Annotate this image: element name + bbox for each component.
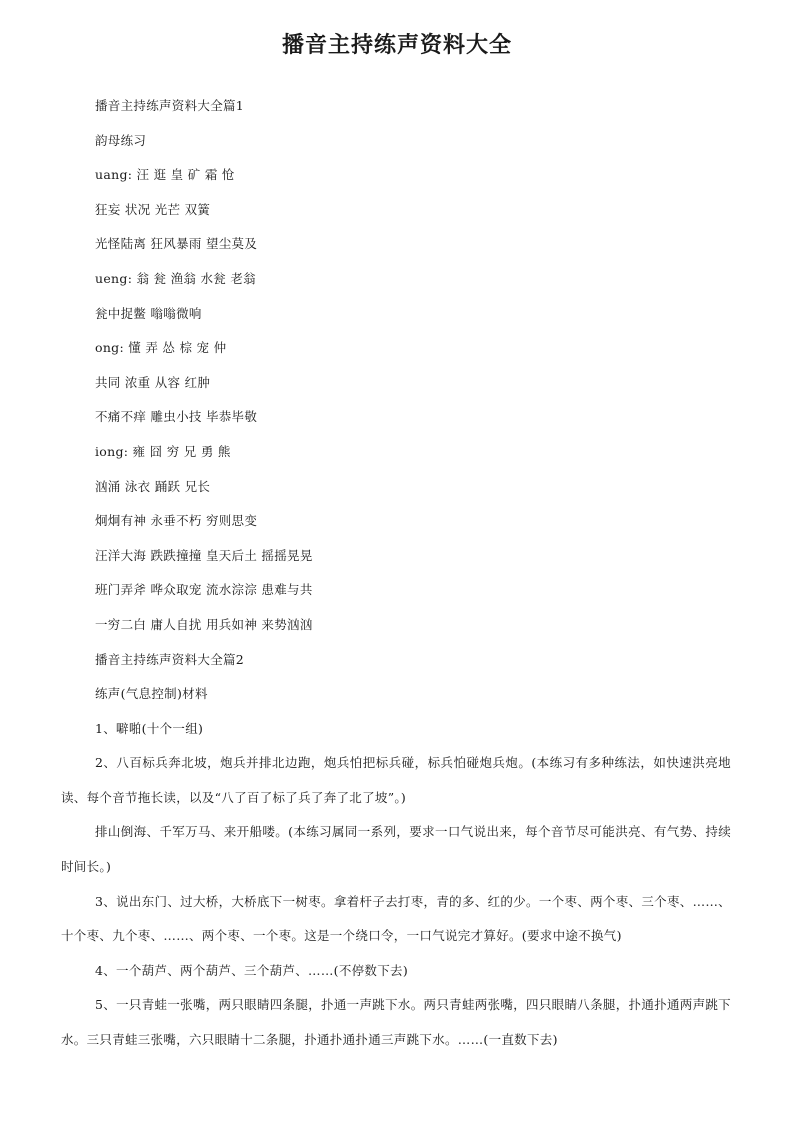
paragraph: 4、一个葫芦、两个葫芦、三个葫芦、……(不停数下去): [95, 962, 409, 978]
paragraph: 5、一只青蛙一张嘴，两只眼睛四条腿，扑通一声跳下水。两只青蛙两张嘴，四只眼睛八条腿，扑通扑通两声跳下水。三只青蛙三张嘴，六只眼睛十二条腿，扑通扑通扑通三声跳下水。……(一直数下去): [61, 997, 731, 1048]
paragraph: iong: 雍 囧 穷 兄 勇 熊: [95, 443, 231, 459]
paragraph: 共同 浓重 从容 红肿: [95, 374, 211, 390]
section-heading: 播音主持练声资料大全篇1: [95, 98, 245, 113]
paragraph: 班门弄斧 哗众取宠 流水淙淙 患难与共: [95, 582, 313, 598]
paragraph: ueng: 翁 瓮 渔翁 水瓮 老翁: [95, 270, 256, 286]
paragraph: 一穷二白 庸人自扰 用兵如神 来势汹汹: [95, 616, 313, 632]
paragraph: 炯炯有神 永垂不朽 穷则思变: [95, 513, 258, 529]
paragraph: 韵母练习: [95, 132, 147, 148]
section-heading: 播音主持练声资料大全篇2: [95, 651, 245, 667]
paragraph: 汹涌 泳衣 踊跃 兄长: [95, 478, 211, 494]
document-body: [61, 89, 731, 1058]
paragraph: 2、八百标兵奔北坡，炮兵并排北边跑，炮兵怕把标兵碰，标兵怕碰炮兵炮。(本练习有多种练法，如快速洪亮地读、每个音节拖长读，以及“八了百了标了兵了奔了北了坡”。): [61, 755, 731, 805]
paragraph: ong: 懂 弄 怂 棕 宠 仲: [95, 340, 227, 356]
paragraph: 排山倒海、千军万马、来开船喽。(本练习属同一系列，要求一口气说出来，每个音节尽可能洪亮、有气势、持续时间长。): [61, 824, 731, 875]
paragraph: 3、说出东门、过大桥，大桥底下一树枣。拿着杆子去打枣，青的多、红的少。一个枣、两个枣、三个枣、……、十个枣、九个枣、……、两个枣、一个枣。这是一个绕口令，一口气说完才算好。(要求中途不换气): [61, 893, 731, 944]
paragraph: 1、噼啪(十个一组): [95, 720, 204, 736]
paragraph: 光怪陆离 狂风暴雨 望尘莫及: [95, 236, 258, 252]
paragraph: uang: 汪 逛 皇 矿 霜 怆: [95, 167, 235, 183]
paragraph: 不痛不痒 雕虫小技 毕恭毕敬: [95, 409, 258, 425]
paragraph: 狂妄 状况 光芒 双簧: [95, 201, 211, 217]
document-title: 播音主持练声资料大全: [281, 33, 512, 58]
paragraph: 瓮中捉鳖 嗡嗡微响: [95, 305, 202, 321]
paragraph: 练声(气息控制)材料: [95, 686, 208, 702]
paragraph: 汪洋大海 跌跌撞撞 皇天后土 摇摇晃晃: [95, 547, 313, 563]
